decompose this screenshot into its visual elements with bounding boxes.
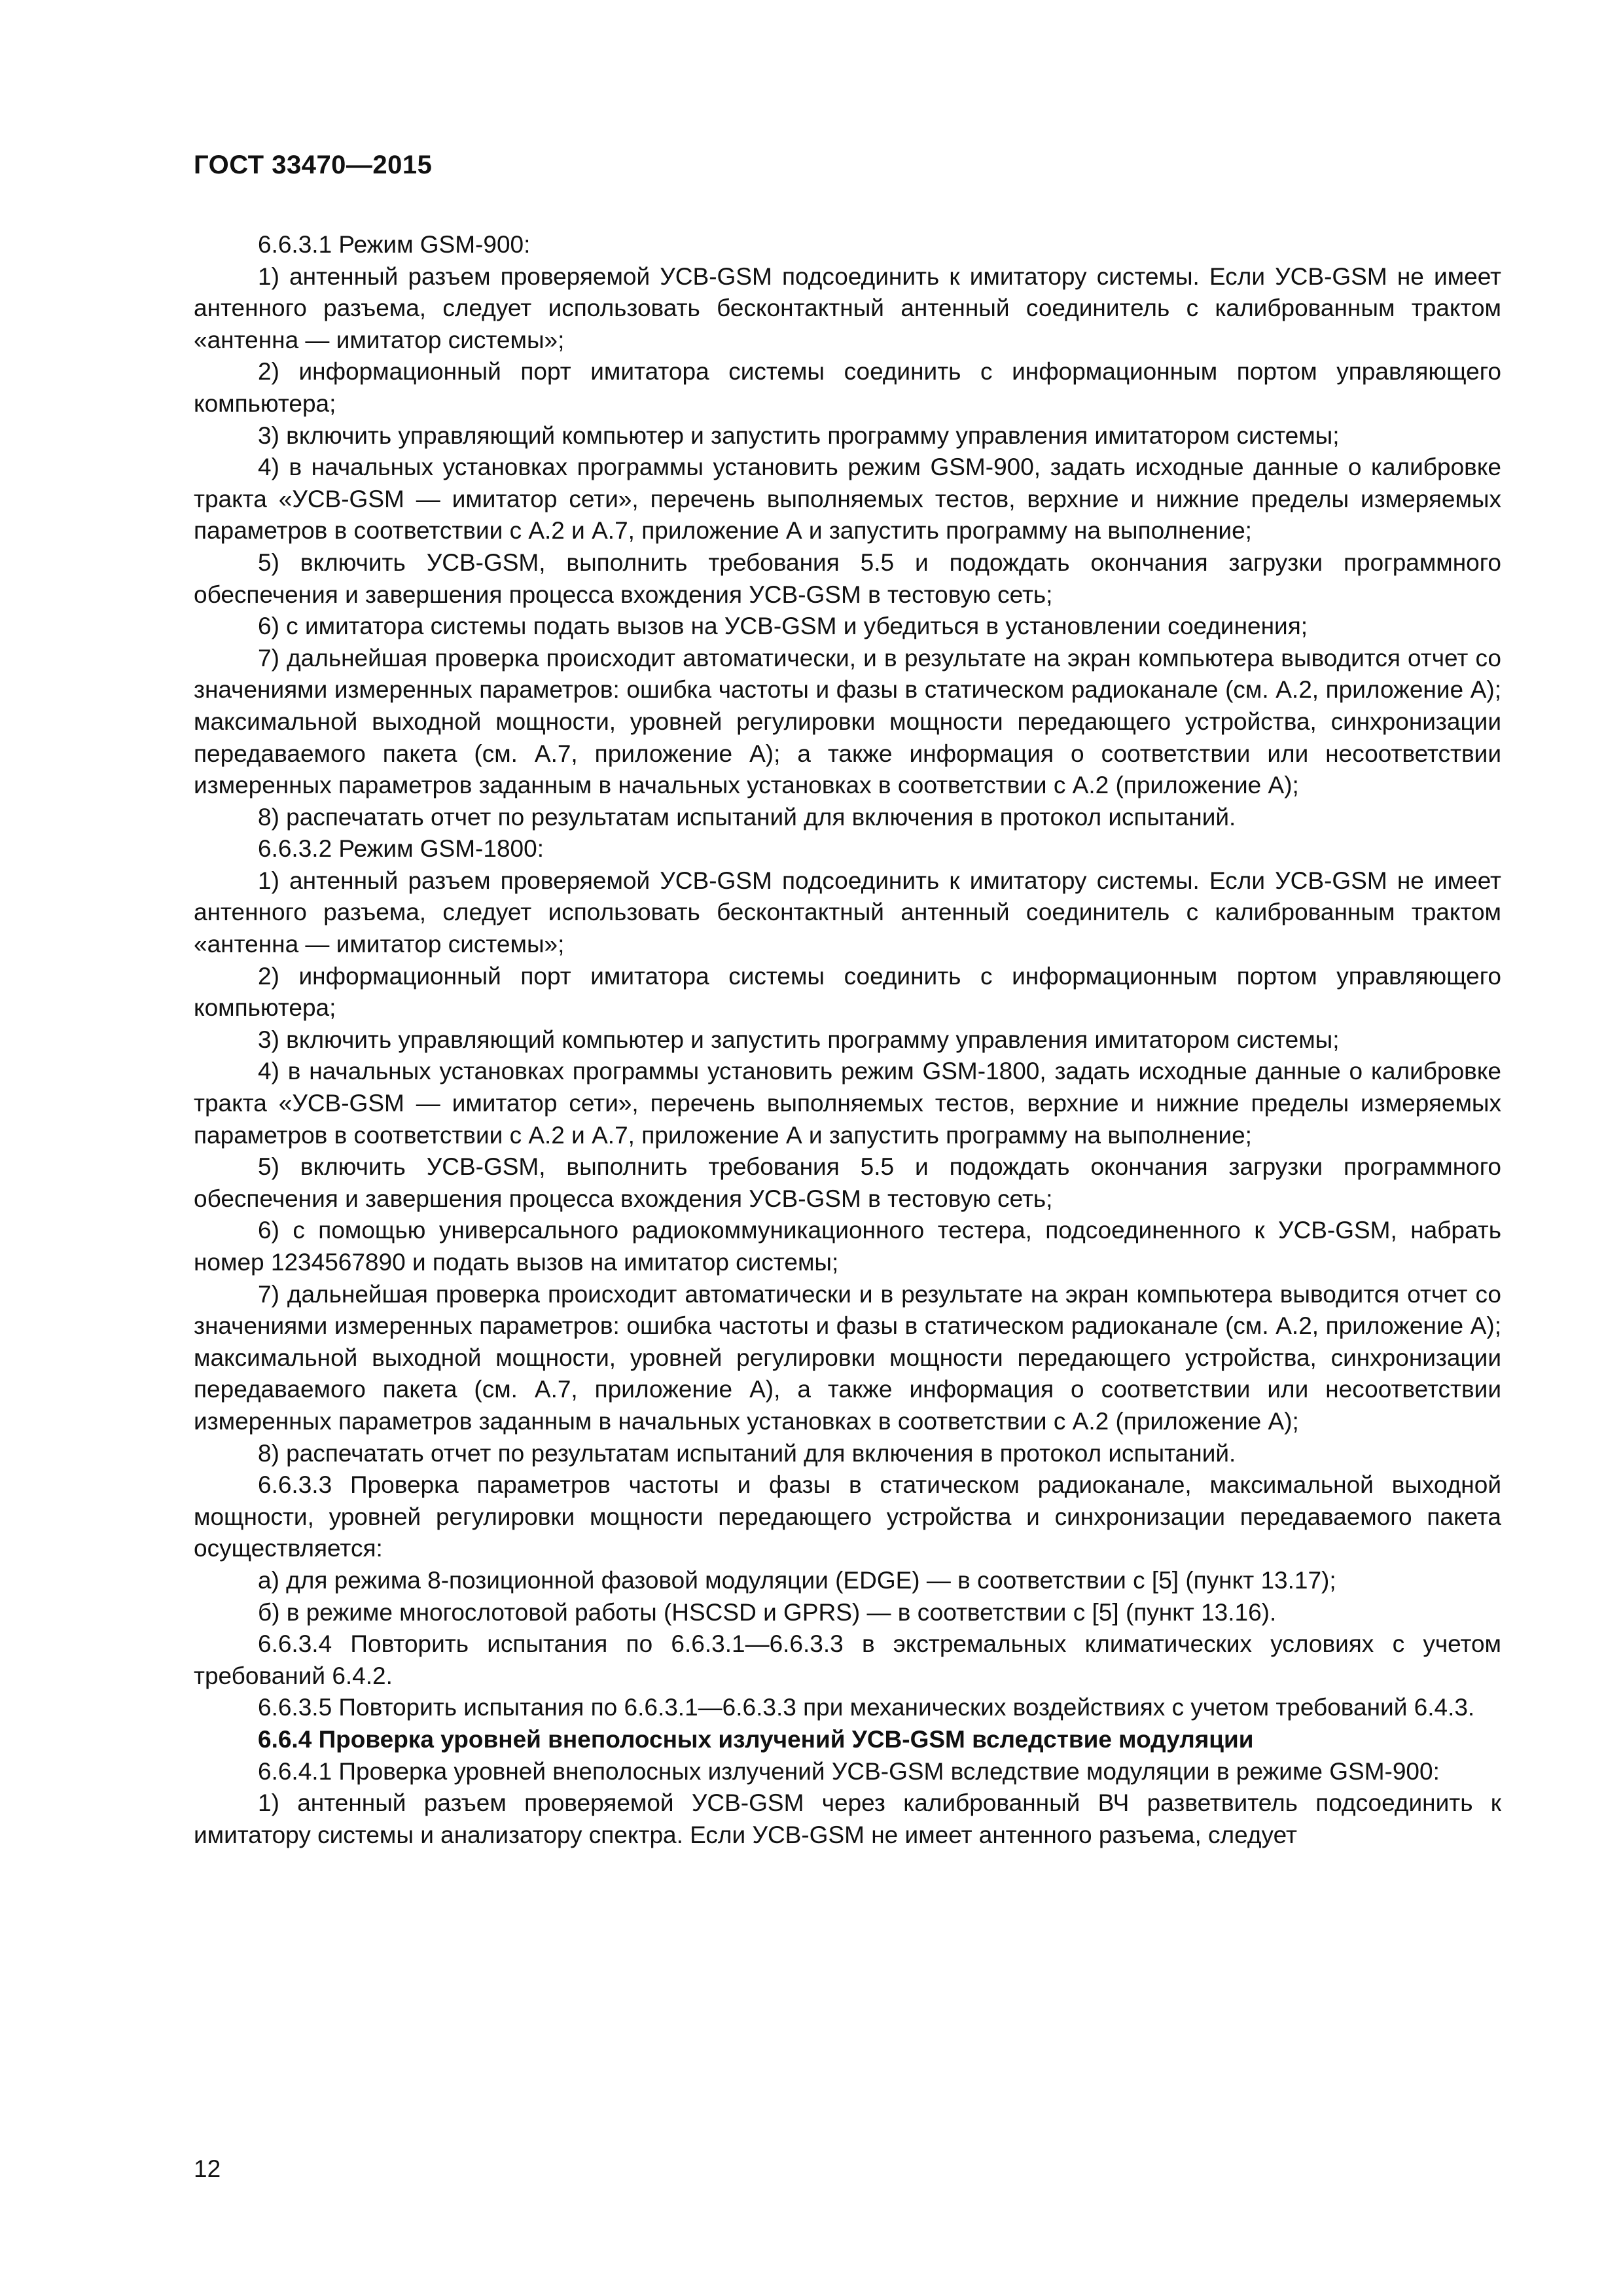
paragraph: 4) в начальных установках программы установить режим GSM-1800, задать исходные данные о калибровке тракта «УСВ-GSM — имитатор сети», перечень выполняемых тестов, верхние и нижние пределы измеряемых параметров в соответствии с А.2 и А.7, приложение А и запустить программу на выполнение; [194, 1058, 1501, 1149]
paragraph: 2) информационный порт имитатора системы соединить с информационным портом управляющего компьютера; [194, 962, 1501, 1022]
document-body [194, 229, 1501, 1851]
paragraph: 2) информационный порт имитатора системы соединить с информационным портом управляющего компьютера; [194, 358, 1501, 417]
paragraph: 6.6.3.4 Повторить испытания по 6.6.3.1—6.6.3.3 в экстремальных климатических условиях с учетом требований 6.4.2. [194, 1630, 1501, 1689]
paragraph: 1) антенный разъем проверяемой УСВ-GSM подсоединить к имитатору системы. Если УСВ-GSM не имеет антенного разъема, следует использовать бесконтактный антенный соединитель с калиброванным трактом «антенна — имитатор системы»; [194, 262, 1501, 353]
paragraph: 7) дальнейшая проверка происходит автоматически, и в результате на экран компьютера выводится отчет со значениями измеренных параметров: ошибка частоты и фазы в статическом радиоканале (см. А.2, приложение А); максимальной выходной мощности, уровней регулировки мощности передающего устройства, синхронизации передаваемого пакета (см. А.7, приложение А); а также информация о соответствии или несоответствии измеренных параметров заданным в начальных установках в соответствии с А.2 (приложение А); [194, 644, 1501, 799]
paragraph: 8) распечатать отчет по результатам испытаний для включения в протокол испытаний. [258, 1439, 1236, 1467]
paragraph: 4) в начальных установках программы установить режим GSM-900, задать исходные данные о калибровке тракта «УСВ-GSM — имитатор сети», перечень выполняемых тестов, верхние и нижние пределы измеряемых параметров в соответствии с А.2 и А.7, приложение А и запустить программу на выполнение; [194, 454, 1501, 545]
paragraph: 6.6.3.2 Режим GSM-1800: [258, 835, 544, 863]
paragraph: а) для режима 8-позиционной фазовой модуляции (EDGE) — в соответствии с [5] (пункт 13.17); [258, 1566, 1336, 1594]
paragraph: 8) распечатать отчет по результатам испытаний для включения в протокол испытаний. [258, 803, 1236, 831]
paragraph: 6.6.3.1 Режим GSM-900: [258, 231, 531, 258]
paragraph: 1) антенный разъем проверяемой УСВ-GSM через калиброванный ВЧ разветвитель подсоединить к имитатору системы и анализатору спектра. Если УСВ-GSM не имеет антенного разъема, следует [194, 1789, 1501, 1848]
paragraph: 5) включить УСВ-GSM, выполнить требования 5.5 и подождать окончания загрузки программного обеспечения и завершения процесса вхождения УСВ-GSM в тестовую сеть; [194, 548, 1501, 608]
paragraph: 6.6.4.1 Проверка уровней внеполосных излучений УСВ-GSM вследствие модуляции в режиме GSM-900: [258, 1757, 1440, 1785]
page-number: 12 [194, 2155, 221, 2182]
document-header: ГОСТ 33470—2015 [194, 151, 433, 179]
paragraph: 6.6.3.5 Повторить испытания по 6.6.3.1—6.6.3.3 при механических воздействиях с учетом требований 6.4.3. [258, 1694, 1475, 1721]
paragraph: 3) включить управляющий компьютер и запустить программу управления имитатором системы; [258, 422, 1340, 449]
paragraph: 6.6.3.3 Проверка параметров частоты и фазы в статическом радиоканале, максимальной выходной мощности, уровней регулировки мощности передающего устройства и синхронизации передаваемого пакета осуществляется: [194, 1471, 1501, 1562]
paragraph: 6) с имитатора системы подать вызов на УСВ-GSM и убедиться в установлении соединения; [258, 613, 1308, 640]
paragraph: 7) дальнейшая проверка происходит автоматически и в результате на экран компьютера выводится отчет со значениями измеренных параметров: ошибка частоты и фазы в статическом радиоканале (см. А.2, приложение А); максимальной выходной мощности, уровней регулировки мощности передающего устройства, синхронизации передаваемого пакета (см. А.7, приложение А), а также информация о соответствии или несоответствии измеренных параметров заданным в начальных установках в соответствии с А.2 (приложение А); [194, 1280, 1501, 1435]
paragraph: 6) с помощью универсального радиокоммуникационного тестера, подсоединенного к УСВ-GSM, набрать номер 1234567890 и подать вызов на имитатор системы; [194, 1217, 1501, 1276]
paragraph: 1) антенный разъем проверяемой УСВ-GSM подсоединить к имитатору системы. Если УСВ-GSM не имеет антенного разъема, следует использовать бесконтактный антенный соединитель с калиброванным трактом «антенна — имитатор системы»; [194, 867, 1501, 958]
paragraph: 5) включить УСВ-GSM, выполнить требования 5.5 и подождать окончания загрузки программного обеспечения и завершения процесса вхождения УСВ-GSM в тестовую сеть; [194, 1153, 1501, 1212]
paragraph: 3) включить управляющий компьютер и запустить программу управления имитатором системы; [258, 1026, 1340, 1053]
paragraph: б) в режиме многослотовой работы (HSCSD и GPRS) — в соответствии с [5] (пункт 13.16). [258, 1598, 1277, 1626]
section-heading: 6.6.4 Проверка уровней внеполосных излучений УСВ-GSM вследствие модуляции [258, 1725, 1254, 1753]
